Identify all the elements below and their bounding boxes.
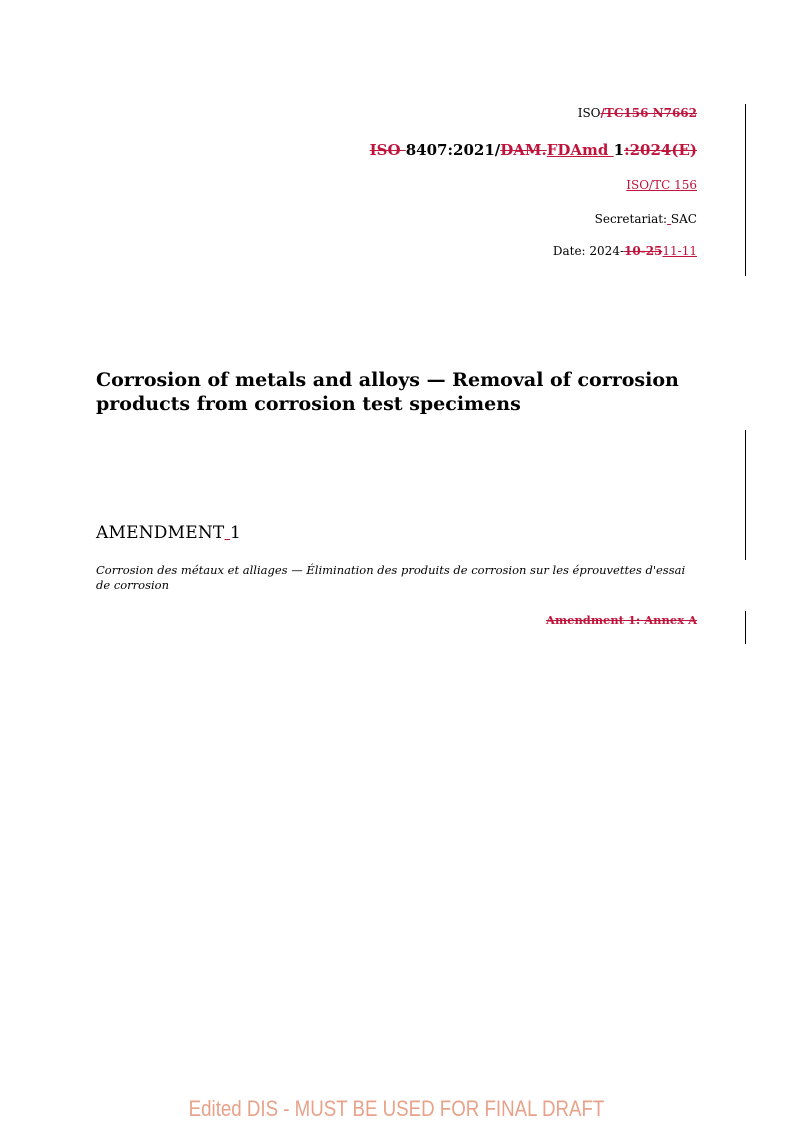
inserted-date: 11-11 [662, 244, 697, 258]
document-title: Corrosion of metals and alloys — Removal of corrosion products from corrosion test specimens [96, 369, 679, 415]
inserted-fdamd-text: FDAmd [546, 141, 614, 159]
document-reference [370, 141, 697, 159]
amendment-label: AMENDMENT [96, 523, 225, 543]
deleted-year-text: :2024(E) [624, 141, 697, 159]
secretariat-label: Secretariat: [594, 212, 668, 226]
change-bar-amendment [745, 430, 746, 560]
committee-reference: ISO/TC 156 [626, 178, 697, 192]
amendment-heading-number: 1 [230, 523, 242, 543]
date-line [553, 244, 697, 258]
deleted-iso-prefix: ISO [369, 141, 406, 159]
deleted-dam-text: DAM. [500, 141, 547, 159]
change-bar-annex [745, 611, 746, 644]
deleted-date: 10-25 [624, 244, 663, 258]
amendment-number: 1 [613, 141, 625, 159]
french-title: Corrosion des métaux et alliages — Élimination des produits de corrosion sur les éprouvettes d'essai de corrosion [96, 563, 686, 592]
draft-watermark: Edited DIS - MUST BE USED FOR FINAL DRAFT [188, 1096, 605, 1121]
header-iso-line [578, 106, 697, 120]
deleted-annex-note: Amendment 1: Annex A [546, 613, 697, 627]
standard-number: 8407:2021/ [405, 141, 501, 159]
secretariat-line [595, 212, 697, 226]
iso-prefix: ISO [577, 106, 601, 120]
change-bar-header [745, 104, 746, 276]
deleted-tc-reference: /TC156 N7662 [600, 106, 697, 120]
secretariat-value: SAC [670, 212, 697, 226]
date-label: Date: 2024- [552, 244, 625, 258]
amendment-heading [96, 523, 241, 543]
